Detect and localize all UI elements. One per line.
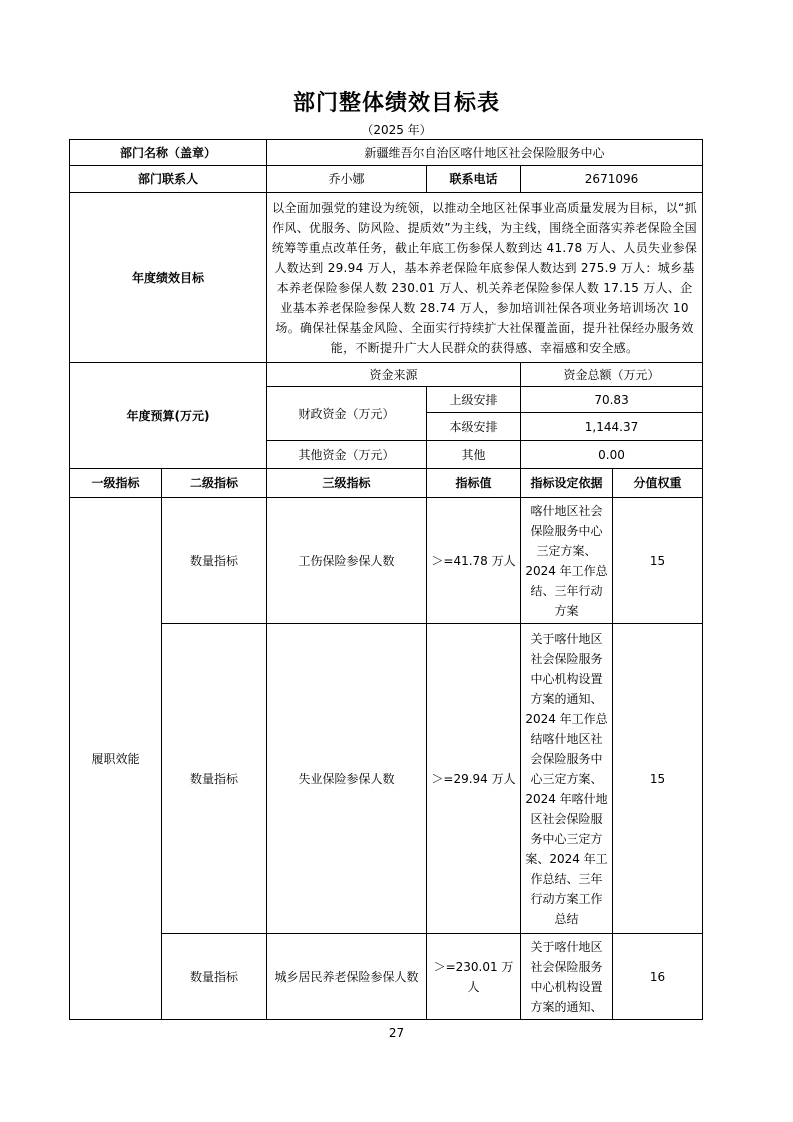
level2-indicator: 数量指标: [162, 624, 267, 934]
other-sub-label: 其他: [427, 441, 521, 469]
contact-label: 部门联系人: [70, 166, 267, 193]
indicator-weight: 15: [613, 498, 703, 624]
indicator-value: ＞=29.94 万人: [427, 624, 521, 934]
indicator-weight: 16: [613, 934, 703, 1020]
budget-source-header: 资金来源: [267, 363, 521, 387]
header-level2: 二级指标: [162, 469, 267, 498]
upper-level-label: 上级安排: [427, 387, 521, 413]
fiscal-funds-label: 财政资金（万元）: [267, 387, 427, 441]
goal-text: 以全面加强党的建设为统领，以推动全地区社保事业高质量发展为目标，以“抓作风、优服务、防风险、提质效”为主线，为主线，围绕全面落实养老保险全国统筹等重点改革任务，截止年底工伤参保人数到达 41.78 万人、人员失业参保人数达到 29.94 万人，基本养老保险年底参保人数达到 275.9 万人：城乡基本养老保险参保人数 230.01 万人、机关养老保险参保人数 17.15 万人、企业基本养老保险参保人数 28.74 万人，参加培训社保各项业务培训场次 10 场。确保社保基金风险、全面实行持续扩大社保覆盖面，提升社保经办服务效能，不断提升广大人民群众的获得感、幸福感和安全感。: [267, 193, 703, 363]
local-level-value: 1,144.37: [521, 413, 703, 441]
indicator-value: ＞=230.01 万人: [427, 934, 521, 1020]
upper-level-value: 70.83: [521, 387, 703, 413]
indicator-basis: 喀什地区社会 保险服务中心 三定方案、 2024 年工作总 结、三年行动 方案: [521, 498, 613, 624]
header-value: 指标值: [427, 469, 521, 498]
dept-name-value: 新疆维吾尔自治区喀什地区社会保险服务中心: [267, 140, 703, 166]
other-funds-label: 其他资金（万元）: [267, 441, 427, 469]
goal-label: 年度绩效目标: [70, 193, 267, 363]
budget-label: 年度预算(万元): [70, 363, 267, 469]
level3-indicator: 城乡居民养老保险参保人数: [267, 934, 427, 1020]
indicator-weight: 15: [613, 624, 703, 934]
local-level-label: 本级安排: [427, 413, 521, 441]
page-title: 部门整体绩效目标表: [292, 91, 500, 116]
indicator-value: ＞=41.78 万人: [427, 498, 521, 624]
level2-indicator: 数量指标: [162, 498, 267, 624]
indicator-basis: 关于喀什地区 社会保险服务 中心机构设置 方案的通知、 2024 年工作总 结喀什地区社 会保险服务中 心三定方案、 2024 年喀什地 区社会保险服 务中心三定方 案、2024 年工 作总结、三年 行动方案工作 总结: [521, 624, 613, 934]
table-row: [70, 498, 703, 624]
performance-table: [69, 139, 703, 1020]
table-row: [70, 934, 703, 1020]
header-level3: 三级指标: [267, 469, 427, 498]
indicator-basis: 关于喀什地区 社会保险服务 中心机构设置 方案的通知、: [521, 934, 613, 1020]
header-basis: 指标设定依据: [521, 469, 613, 498]
other-funds-value: 0.00: [521, 441, 703, 469]
header-level1: 一级指标: [70, 469, 162, 498]
page-number: 27: [388, 1026, 405, 1040]
level2-indicator: 数量指标: [162, 934, 267, 1020]
level3-indicator: 失业保险参保人数: [267, 624, 427, 934]
phone-value: 2671096: [521, 166, 703, 193]
table-row: [70, 624, 703, 934]
contact-value: 乔小娜: [267, 166, 427, 193]
level3-indicator: 工伤保险参保人数: [267, 498, 427, 624]
phone-label: 联系电话: [427, 166, 521, 193]
header-weight: 分值权重: [613, 469, 703, 498]
level1-indicator: 履职效能: [70, 498, 162, 1020]
year-subtitle: （2025 年）: [361, 123, 432, 137]
dept-name-label: 部门名称（盖章）: [70, 140, 267, 166]
budget-total-header: 资金总额（万元）: [521, 363, 703, 387]
